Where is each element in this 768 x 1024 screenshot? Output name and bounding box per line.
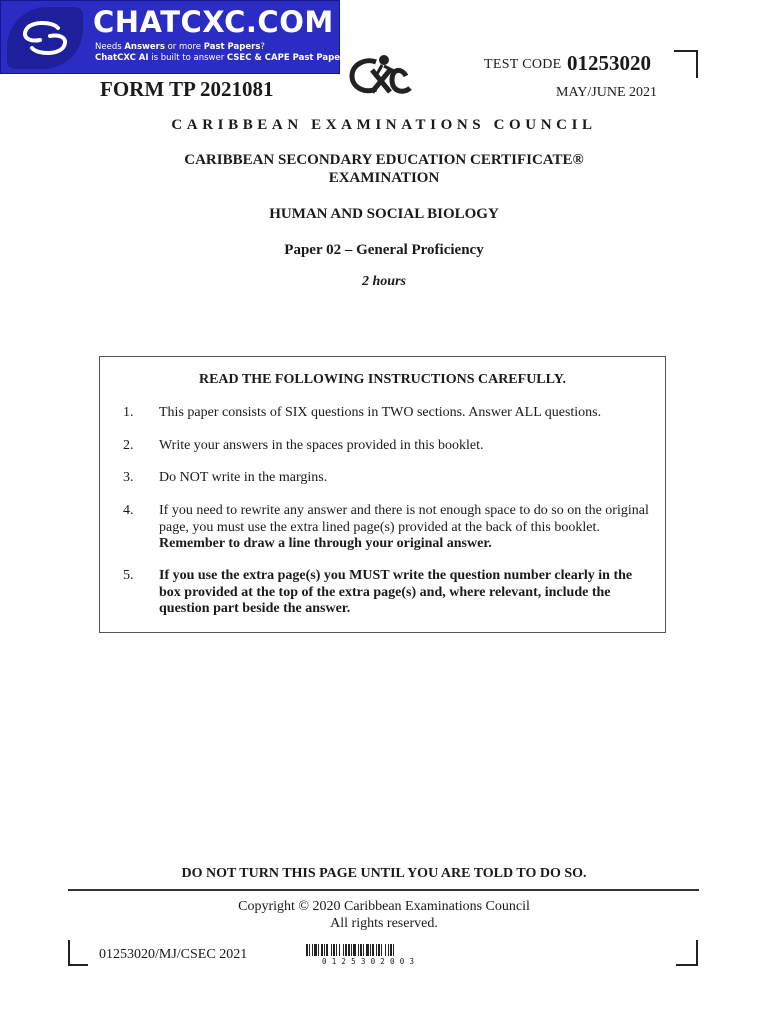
instruction-text: This paper consists of SIX questions in TWO sections. Answer ALL questions. <box>159 405 602 420</box>
barcode-bar <box>321 944 323 956</box>
barcode-bar <box>390 944 392 956</box>
barcode-bar <box>393 944 394 956</box>
barcode-bar <box>381 944 382 956</box>
barcode-bar <box>370 944 371 956</box>
chatcxc-logo-icon <box>7 7 83 69</box>
barcode-bar <box>366 944 369 956</box>
barcode-bar <box>385 944 386 956</box>
barcode-bar <box>343 944 344 956</box>
copyright-notice <box>0 899 768 932</box>
chatcxc-banner[interactable] <box>0 0 353 74</box>
barcode-bar <box>360 944 362 956</box>
barcode-bar <box>388 944 389 956</box>
banner-title: CHATCXC.COM <box>93 5 334 39</box>
cxc-logo-icon <box>346 52 414 107</box>
test-code-label: TEST CODE <box>484 57 562 72</box>
barcode-bar <box>333 944 335 956</box>
banner-tagline-1: Needs Answers or more Past Papers? <box>95 42 265 52</box>
instruction-text: If you use the extra page(s) you MUST write the question number clearly in the box provided at the top of the extra page(s) and, where relevant, include the question part beside the answer. <box>159 568 633 616</box>
footer-divider <box>68 889 699 891</box>
corner-mark-top-right <box>674 50 698 78</box>
certificate-title <box>0 151 768 187</box>
form-number: FORM TP 2021081 <box>100 77 274 101</box>
subject-title: HUMAN AND SOCIAL BIOLOGY <box>269 206 499 222</box>
barcode-bar <box>312 944 313 956</box>
barcode-bar <box>363 944 364 956</box>
paper-title: Paper 02 – General Proficiency <box>284 242 484 258</box>
do-not-turn-warning: DO NOT TURN THIS PAGE UNTIL YOU ARE TOLD TO DO SO. <box>181 866 587 881</box>
barcode-icon <box>306 944 444 958</box>
barcode-bar <box>309 944 310 956</box>
barcode-bar <box>331 944 332 956</box>
corner-mark-bottom-left <box>68 940 88 966</box>
test-code-value: 01253020 <box>567 51 651 75</box>
instruction-number: 1. <box>123 405 134 420</box>
instruction-number: 2. <box>123 438 134 453</box>
barcode-bar <box>378 944 380 956</box>
barcode-bar <box>353 944 356 956</box>
exam-duration: 2 hours <box>362 274 406 289</box>
barcode-bar <box>314 944 317 956</box>
barcode-number: 0125302003 <box>322 957 420 966</box>
banner-tagline-2: ChatCXC AI is built to answer CSEC & CAPE Past Papers. <box>95 53 353 63</box>
footer-paper-code: 01253020/MJ/CSEC 2021 <box>99 947 248 962</box>
certificate-line-2: EXAMINATION <box>328 170 440 186</box>
barcode-bar <box>351 944 352 956</box>
copyright-line-2: All rights reserved. <box>330 915 438 931</box>
barcode-bar <box>306 944 308 956</box>
instructions-heading: READ THE FOLLOWING INSTRUCTIONS CAREFULLY. <box>198 372 567 387</box>
instructions-box <box>99 356 666 633</box>
barcode-bar <box>372 944 374 956</box>
barcode-bar <box>324 944 325 956</box>
instruction-text: Write your answers in the spaces provided in this booklet. <box>159 438 484 453</box>
barcode-bar <box>318 944 319 956</box>
copyright-line-1: Copyright © 2020 Caribbean Examinations Council <box>238 899 530 914</box>
instruction-text-4: If you need to rewrite any answer and there is not enough space to do so on the original page, you must use the extra lined page(s) provided at the back of this booklet. Remember to draw a line through your original answer. <box>159 503 649 551</box>
barcode-bar <box>345 944 347 956</box>
instruction-number: 3. <box>123 470 134 485</box>
barcode-bar <box>326 944 328 956</box>
instruction-number: 4. <box>123 503 134 518</box>
barcode-bar <box>348 944 350 956</box>
barcode-bar <box>336 944 337 956</box>
instruction-number: 5. <box>123 568 134 583</box>
exam-date: MAY/JUNE 2021 <box>556 85 657 100</box>
barcode-bar <box>376 944 377 956</box>
council-name: CARIBBEAN EXAMINATIONS COUNCIL <box>171 117 597 133</box>
instruction-text: Do NOT write in the margins. <box>159 470 328 485</box>
barcode-bar <box>358 944 359 956</box>
barcode-bar <box>339 944 340 956</box>
corner-mark-bottom-right <box>676 940 698 966</box>
certificate-line-1: CARIBBEAN SECONDARY EDUCATION CERTIFICATE® <box>184 152 584 168</box>
